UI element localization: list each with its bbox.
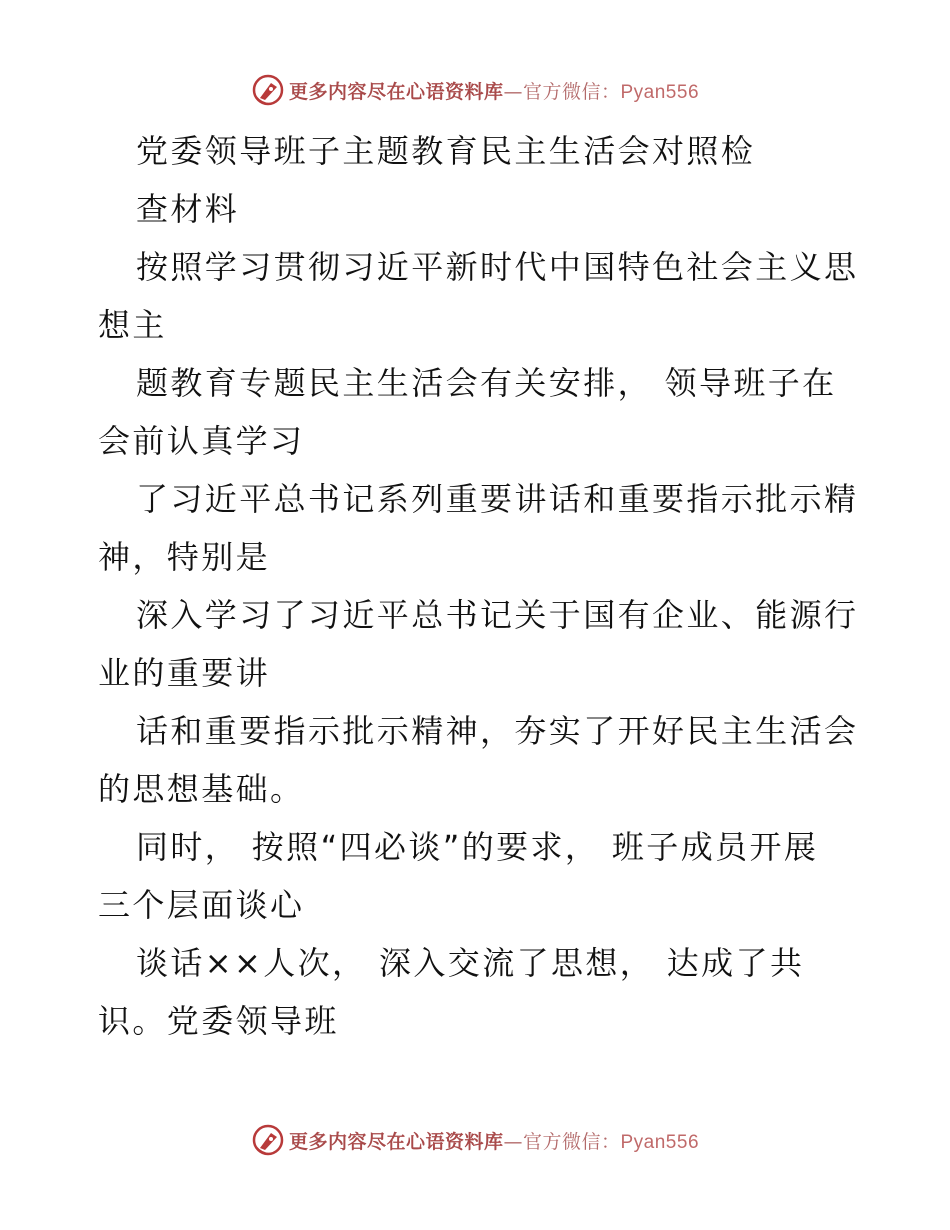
paragraph-line: 想主 (98, 306, 167, 344)
document-title-line-2: 查材料 (136, 190, 240, 228)
paragraph-line: 三个层面谈心 (98, 886, 305, 924)
footer-banner-main: 更多内容尽在心语资料库 (288, 1130, 504, 1153)
paragraph-line: 了习近平总书记系列重要讲话和重要指示批示精 (136, 480, 859, 518)
footer-banner-label: 官方微信： (522, 1130, 621, 1153)
paragraph-line: 识。党委领导班 (98, 1002, 339, 1040)
footer-banner-dash: — (503, 1130, 523, 1153)
document-title-line-1: 党委领导班子主题教育民主生活会对照检 (136, 132, 756, 170)
paragraph-line: 题教育专题民主生活会有关安排， 领导班子在 (136, 364, 837, 402)
paragraph-line: 按照学习贯彻习近平新时代中国特色社会主义思 (136, 248, 859, 286)
document-body (98, 122, 858, 1050)
paragraph-line: 谈话××人次， 深入交流了思想， 达成了共 (136, 944, 805, 982)
header-banner-dash: — (503, 80, 523, 103)
paragraph-line: 深入学习了习近平总书记关于国有企业、能源行 (136, 596, 859, 634)
header-banner-main: 更多内容尽在心语资料库 (288, 80, 504, 103)
paragraph-line: 会前认真学习 (98, 422, 305, 460)
footer-banner-wechat: Pyan556 (620, 1131, 700, 1153)
pen-nib-logo-icon (251, 1123, 285, 1157)
footer-banner-text (289, 1127, 699, 1154)
header-banner-label: 官方微信： (522, 80, 621, 103)
footer-banner (0, 1120, 950, 1160)
paragraph-line: 业的重要讲 (98, 654, 271, 692)
paragraph-line: 同时， 按照“四必谈”的要求， 班子成员开展 (136, 828, 819, 866)
pen-nib-logo-icon (251, 73, 285, 107)
paragraph-line: 的思想基础。 (98, 770, 305, 808)
header-banner-text (289, 77, 699, 104)
header-banner (0, 70, 950, 110)
header-banner-wechat: Pyan556 (620, 81, 700, 103)
paragraph-line: 话和重要指示批示精神，夯实了开好民主生活会 (136, 712, 859, 750)
paragraph-line: 神，特别是 (98, 538, 271, 576)
